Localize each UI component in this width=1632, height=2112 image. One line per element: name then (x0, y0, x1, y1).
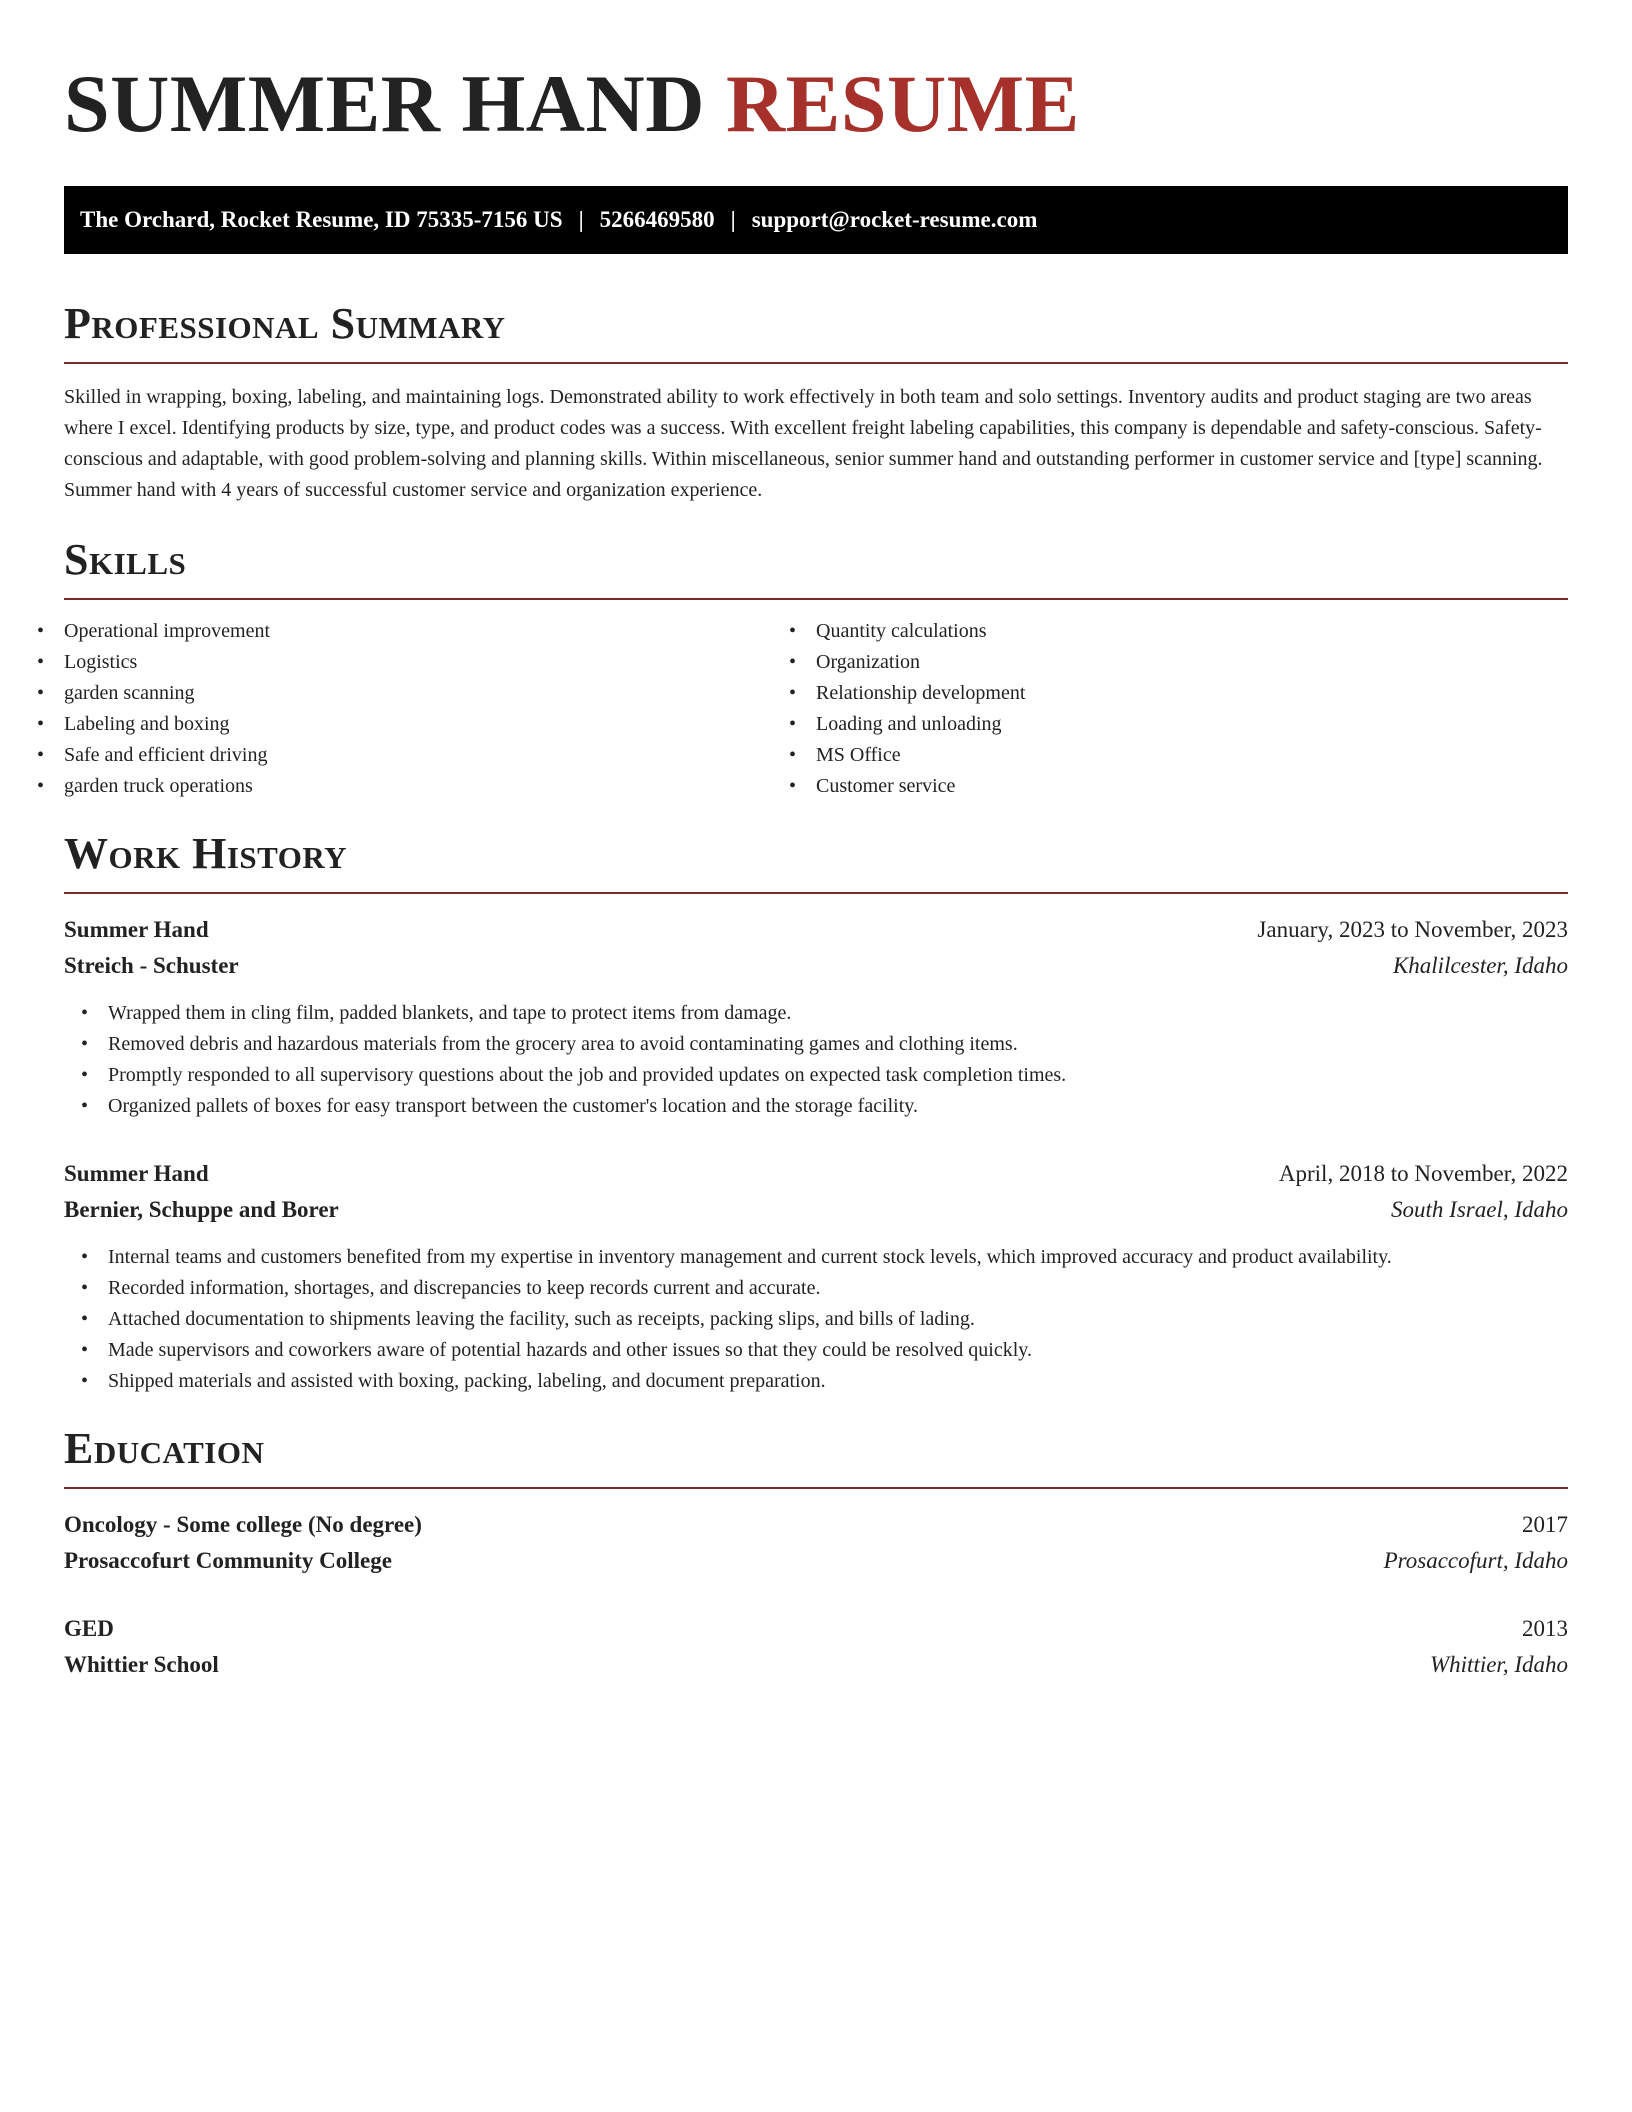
skills-section (64, 534, 1568, 802)
summary-text: Skilled in wrapping, boxing, labeling, and maintaining logs. Demonstrated ability to work effectively in both team and solo settings. Inventory audits and product staging are two areas where I excel. Identifying products by size, type, and product codes was a success. With excellent freight labeling capabilities, this company is dependable and safety-conscious. Safety-conscious and adaptable, with good problem-solving and planning skills. Within miscellaneous, senior summer hand and outstanding performer in customer service and [type] scanning. Summer hand with 4 years of successful customer service and organization experience. (64, 386, 1543, 501)
work-entry (64, 1156, 1568, 1397)
job-duty: • Recorded information, shortages, and discrepancies to keep records current and accurate. (108, 1273, 1568, 1304)
job-title: Summer Hand (64, 917, 209, 942)
skills-heading: Skills (64, 535, 187, 584)
skills-list-right (816, 616, 1568, 802)
skill-item: • Relationship development (816, 678, 1568, 709)
contact-phone[interactable]: 5266469580 (599, 207, 715, 232)
section-divider (64, 598, 1568, 600)
education-degree: Oncology - Some college (No degree) (64, 1512, 422, 1537)
section-divider (64, 892, 1568, 894)
skills-columns (64, 616, 1568, 802)
job-duty: • Shipped materials and assisted with boxing, packing, labeling, and document preparation. (108, 1366, 1568, 1397)
job-location: South Israel, Idaho (1391, 1197, 1568, 1222)
skill-item: • MS Office (816, 740, 1568, 771)
job-company: Bernier, Schuppe and Borer (64, 1197, 339, 1222)
job-duty: • Removed debris and hazardous materials from the grocery area to avoid contaminating games and clothing items. (108, 1029, 1568, 1060)
education-school-row (64, 1543, 1568, 1579)
job-header-row (64, 1156, 1568, 1192)
education-school: Whittier School (64, 1652, 219, 1677)
skills-list-left (64, 616, 816, 802)
contact-separator: | (730, 207, 736, 232)
work-history-section (64, 828, 1568, 1397)
education-year: 2017 (1522, 1512, 1568, 1537)
job-duty: • Promptly responded to all supervisory questions about the job and provided updates on expected task completion times. (108, 1060, 1568, 1091)
summary-heading: Professional Summary (64, 299, 506, 348)
resume-label: RESUME (725, 58, 1080, 149)
skill-item: • garden scanning (64, 678, 816, 709)
skill-item: • garden truck operations (64, 771, 816, 802)
education-degree: GED (64, 1616, 114, 1641)
section-divider (64, 362, 1568, 364)
skill-item: • Customer service (816, 771, 1568, 802)
education-entry (64, 1611, 1568, 1683)
job-title: Summer Hand (64, 1161, 209, 1186)
job-company-row (64, 1192, 1568, 1228)
job-duty: • Organized pallets of boxes for easy transport between the customer's location and the storage facility. (108, 1091, 1568, 1122)
job-duties-list (64, 998, 1568, 1122)
skill-item: • Organization (816, 647, 1568, 678)
contact-address: The Orchard, Rocket Resume, ID 75335-7156 US (80, 207, 563, 232)
contact-bar (64, 186, 1568, 254)
skill-item: • Logistics (64, 647, 816, 678)
job-company: Streich - Schuster (64, 953, 239, 978)
job-duty: • Wrapped them in cling film, padded blankets, and tape to protect items from damage. (108, 998, 1568, 1029)
contact-email[interactable]: support@rocket-resume.com (751, 207, 1038, 232)
skill-item: • Loading and unloading (816, 709, 1568, 740)
contact-separator: | (578, 207, 584, 232)
education-school: Prosaccofurt Community College (64, 1548, 392, 1573)
education-entry (64, 1507, 1568, 1579)
work-entry (64, 912, 1568, 1122)
skill-item: • Quantity calculations (816, 616, 1568, 647)
applicant-name: SUMMER HAND (64, 58, 705, 149)
job-header-row (64, 912, 1568, 948)
education-year: 2013 (1522, 1616, 1568, 1641)
job-duty: • Internal teams and customers benefited from my expertise in inventory management and current stock levels, which improved accuracy and product availability. (108, 1242, 1568, 1273)
job-duty: • Made supervisors and coworkers aware of potential hazards and other issues so that they could be resolved quickly. (108, 1335, 1568, 1366)
job-company-row (64, 948, 1568, 984)
education-location: Prosaccofurt, Idaho (1383, 1548, 1568, 1573)
job-dates: April, 2018 to November, 2022 (1278, 1161, 1568, 1186)
job-dates: January, 2023 to November, 2023 (1257, 917, 1568, 942)
education-degree-row (64, 1611, 1568, 1647)
job-duty: • Attached documentation to shipments leaving the facility, such as receipts, packing slips, and bills of lading. (108, 1304, 1568, 1335)
job-location: Khalilcester, Idaho (1392, 953, 1568, 978)
education-section (64, 1423, 1568, 1683)
education-school-row (64, 1647, 1568, 1683)
education-location: Whittier, Idaho (1430, 1652, 1568, 1677)
work-history-heading: Work History (64, 829, 348, 878)
education-degree-row (64, 1507, 1568, 1543)
summary-section (64, 298, 1568, 506)
skill-item: • Labeling and boxing (64, 709, 816, 740)
skill-item: • Safe and efficient driving (64, 740, 816, 771)
resume-title (64, 56, 1568, 152)
section-divider (64, 1487, 1568, 1489)
education-heading: Education (64, 1424, 265, 1473)
job-duties-list (64, 1242, 1568, 1397)
skill-item: • Operational improvement (64, 616, 816, 647)
